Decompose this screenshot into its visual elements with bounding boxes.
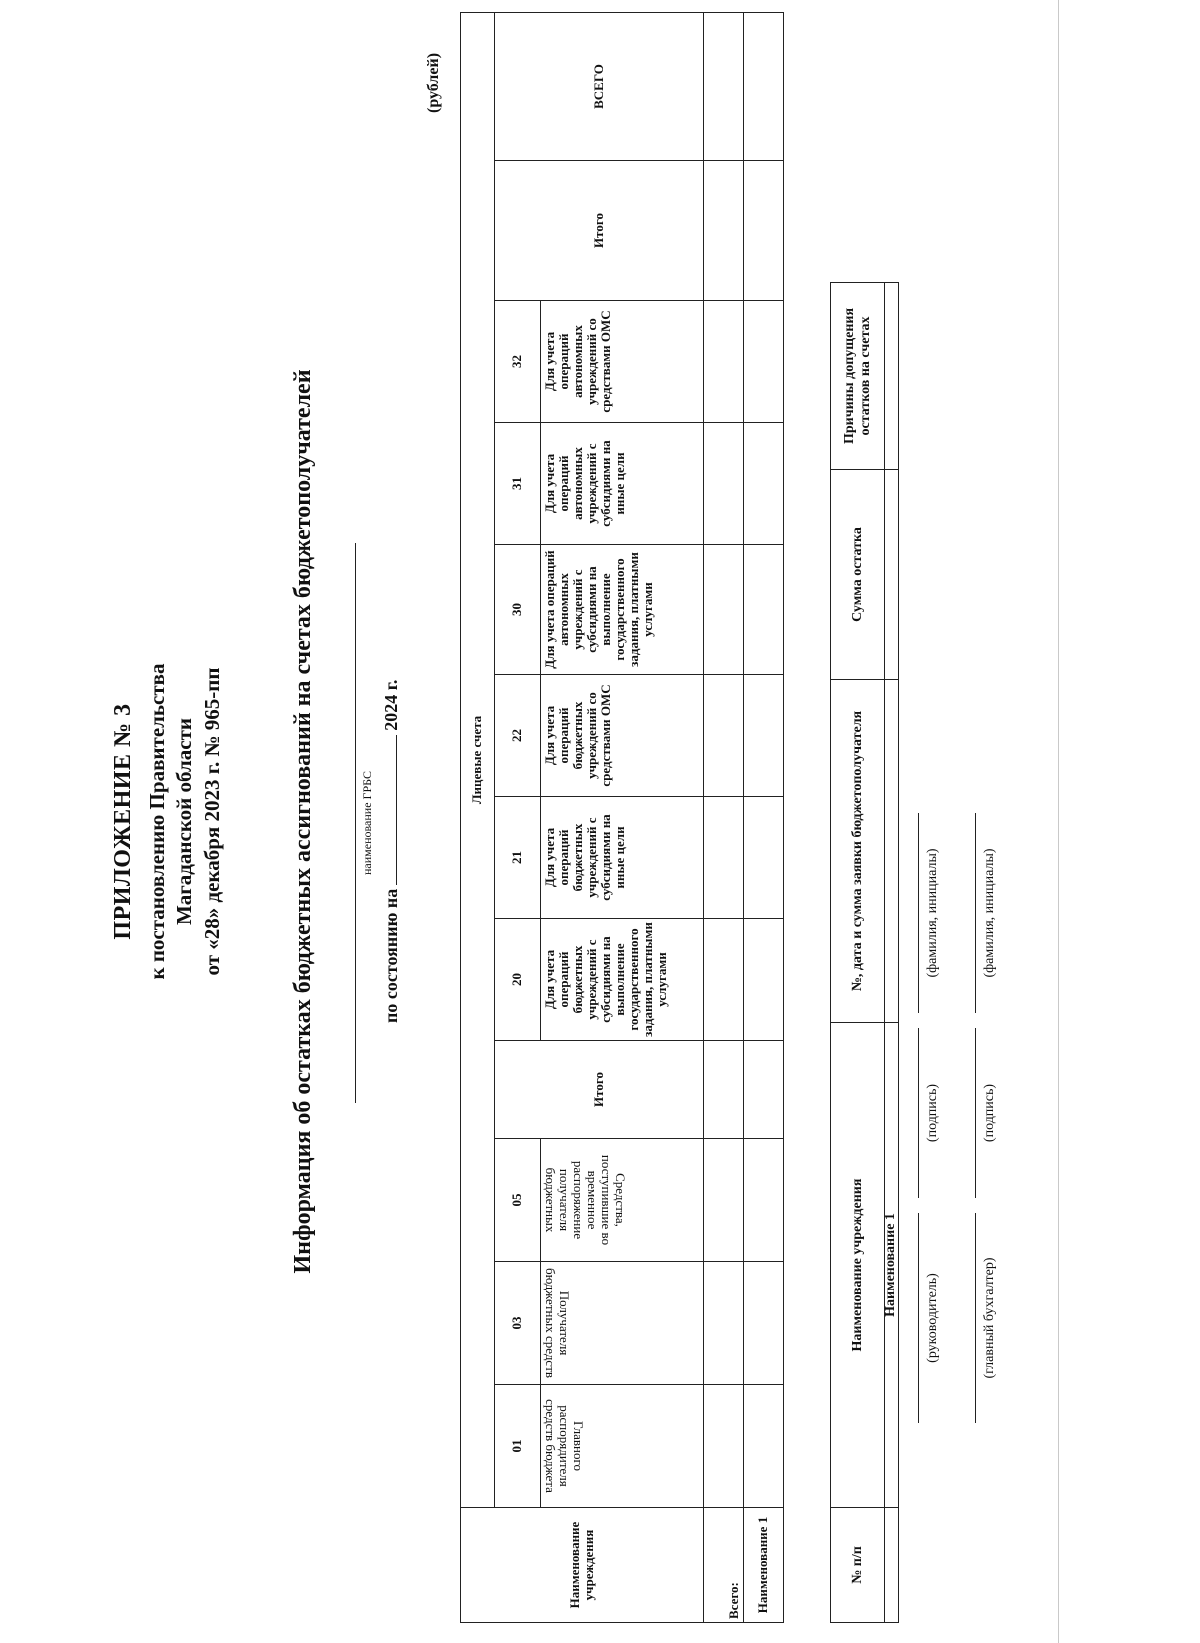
head-line bbox=[918, 1213, 919, 1423]
head-signature-caption: (подпись) bbox=[925, 1083, 940, 1143]
col-30-desc: Для учета операций автономных учреждений с субсидиями на выполнение государственного задания, платными услугами bbox=[541, 545, 704, 675]
cell bbox=[744, 675, 784, 797]
cell bbox=[704, 919, 744, 1041]
table-row bbox=[885, 283, 899, 1623]
accountant-name-line bbox=[975, 813, 976, 1013]
header-number: № п/п bbox=[831, 1508, 885, 1623]
cell bbox=[885, 1508, 899, 1623]
header-reasons: Причины допущения остатков на счетах bbox=[831, 283, 885, 470]
code-31: 31 bbox=[495, 423, 541, 545]
cell bbox=[744, 12, 784, 160]
code-01: 01 bbox=[495, 1385, 541, 1508]
header-request: №, дата и сумма заявки бюджетополучателя bbox=[831, 680, 885, 1023]
vsego-header: ВСЕГО bbox=[495, 12, 704, 160]
accountant-name-caption: (фамилия, инициалы) bbox=[982, 848, 997, 978]
cell bbox=[704, 797, 744, 919]
head-caption: (руководитель) bbox=[925, 1273, 940, 1363]
document-title: Информация об остатках бюджетных ассигнований на счетах бюджетополучателей bbox=[290, 369, 316, 1274]
head-name-caption: (фамилия, инициалы) bbox=[925, 848, 940, 978]
col-22-desc: Для учета операций бюджетных учреждений со средствами ОМС bbox=[541, 675, 704, 797]
col-20-desc: Для учета операций бюджетных учреждений с субсидиями на выполнение государственного задания, платными услугами bbox=[541, 919, 704, 1041]
grbs-caption: наименование ГРБС bbox=[360, 771, 374, 875]
row-1-label: Наименование 1 bbox=[744, 1508, 784, 1623]
col-05-desc: Средства, поступившие во временное распоряжение получателя бюджетных bbox=[541, 1139, 704, 1262]
appendix-line-2: Магаданской области bbox=[172, 717, 196, 926]
as-of-prefix: по состоянию на bbox=[381, 888, 401, 1023]
itogo-header-1: Итого bbox=[495, 1041, 704, 1139]
col-01-desc: Главного распорядителя средств бюджета bbox=[541, 1385, 704, 1508]
code-21: 21 bbox=[495, 797, 541, 919]
code-22: 22 bbox=[495, 675, 541, 797]
accounts-group-header: Лицевые счета bbox=[461, 12, 495, 1507]
as-of-suffix: 2024 г. bbox=[381, 679, 401, 731]
units-label: (рублей) bbox=[425, 52, 442, 113]
as-of-date-blank bbox=[380, 735, 397, 885]
col-32-desc: Для учета операций автономных учреждений со средствами ОМС bbox=[541, 301, 704, 423]
cell bbox=[704, 423, 744, 545]
header-balance: Сумма остатка bbox=[831, 470, 885, 680]
row-1-name: Наименование 1 bbox=[885, 1023, 899, 1508]
accountant-line bbox=[975, 1213, 976, 1423]
cell bbox=[744, 301, 784, 423]
grbs-line bbox=[355, 543, 356, 1103]
cell bbox=[744, 1139, 784, 1262]
cell bbox=[744, 797, 784, 919]
reasons-table bbox=[830, 282, 899, 1623]
code-30: 30 bbox=[495, 545, 541, 675]
cell bbox=[885, 283, 899, 470]
code-03: 03 bbox=[495, 1262, 541, 1385]
cell bbox=[704, 1139, 744, 1262]
cell bbox=[744, 1385, 784, 1508]
cell bbox=[744, 1041, 784, 1139]
cell bbox=[744, 161, 784, 301]
cell bbox=[885, 470, 899, 680]
cell bbox=[885, 680, 899, 1023]
table-row-total bbox=[704, 12, 744, 1622]
code-05: 05 bbox=[495, 1139, 541, 1262]
institution-header: Наименование учреждения bbox=[461, 1508, 704, 1623]
cell bbox=[704, 545, 744, 675]
cell bbox=[704, 1385, 744, 1508]
col-03-desc: Получателя бюджетных средств bbox=[541, 1262, 704, 1385]
header-institution: Наименование учреждения bbox=[831, 1023, 885, 1508]
cell bbox=[704, 1041, 744, 1139]
code-32: 32 bbox=[495, 301, 541, 423]
head-name-line bbox=[918, 813, 919, 1013]
appendix-line-1: к постановлению Правительства bbox=[145, 663, 169, 980]
row-total-label: Всего: bbox=[704, 1508, 744, 1623]
code-20: 20 bbox=[495, 919, 541, 1041]
appendix-line-3: от «28» декабря 2023 г. № 965-пп bbox=[200, 667, 224, 976]
cell bbox=[744, 545, 784, 675]
cell bbox=[704, 675, 744, 797]
head-signature-line bbox=[918, 1028, 919, 1198]
balances-table bbox=[460, 12, 784, 1623]
cell bbox=[704, 161, 744, 301]
col-21-desc: Для учета операций бюджетных учреждений с субсидиями на иные цели bbox=[541, 797, 704, 919]
accountant-signature-line bbox=[975, 1028, 976, 1198]
cell bbox=[704, 1262, 744, 1385]
table-row bbox=[744, 12, 784, 1622]
accountant-signature-caption: (подпись) bbox=[982, 1083, 997, 1143]
cell bbox=[744, 423, 784, 545]
itogo-header-2: Итого bbox=[495, 161, 704, 301]
cell bbox=[704, 12, 744, 160]
cell bbox=[704, 301, 744, 423]
cell bbox=[744, 1262, 784, 1385]
appendix-title: ПРИЛОЖЕНИЕ № 3 bbox=[110, 703, 136, 940]
col-31-desc: Для учета операций автономных учреждений с субсидиями на иные цели bbox=[541, 423, 704, 545]
cell bbox=[744, 919, 784, 1041]
as-of-line bbox=[380, 680, 402, 1023]
accountant-caption: (главный бухгалтер) bbox=[982, 1257, 997, 1379]
